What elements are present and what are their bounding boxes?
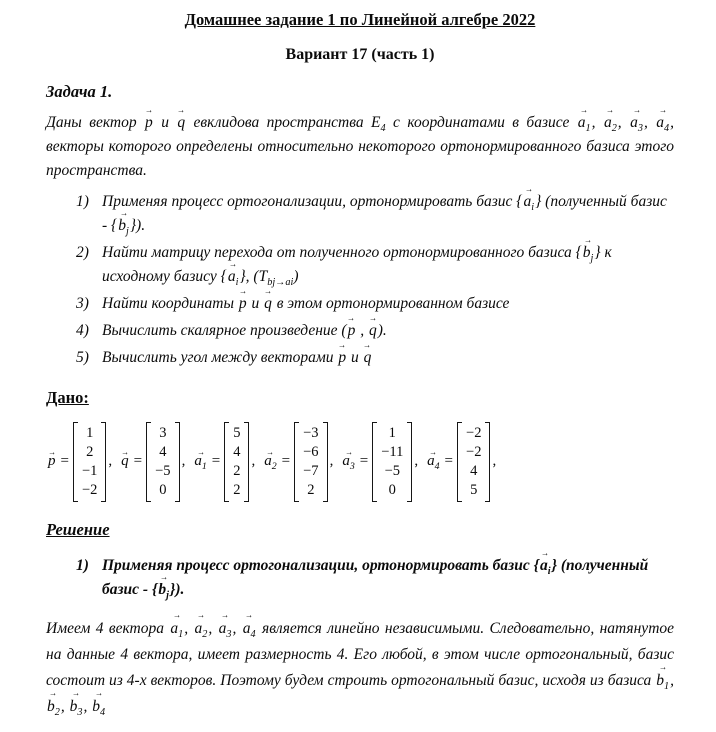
vector-symbol: q → — [368, 319, 378, 343]
text-segment: ). — [377, 322, 387, 340]
matrix-value: 3 — [159, 425, 167, 442]
vector-symbol: q → — [263, 292, 273, 316]
vector-symbol: $a_4$ → — [426, 453, 440, 470]
matrix-value: −1 — [81, 462, 98, 479]
matrix-value: −11 — [381, 444, 404, 460]
vector-symbol: $b_4$ → — [91, 694, 106, 720]
given-vectors — [46, 422, 674, 501]
text-segment: Применяя процесс ортогонализации, ортонормировать базис { — [102, 193, 523, 211]
matrix-value: 4 — [159, 444, 167, 460]
vector-symbol: $a_3$ → — [629, 111, 644, 135]
separator-comma: , — [108, 453, 113, 470]
matrix-value: −5 — [155, 462, 171, 479]
task-intro-paragraph — [46, 111, 674, 183]
vector-column-matrix — [224, 422, 249, 501]
matrix-value: −7 — [303, 462, 319, 479]
text-segment: , — [591, 114, 603, 131]
matrix-value: 2 — [307, 481, 315, 498]
vector-column-matrix — [73, 422, 106, 501]
vector-symbol: p → — [347, 319, 357, 343]
matrix-value: −2 — [466, 444, 482, 460]
equals-sign: = — [281, 453, 291, 470]
text-segment: , — [617, 114, 630, 131]
given-vector-a4 — [425, 422, 499, 501]
text-segment: , — [356, 322, 368, 340]
vector-symbol: $a_2$ → — [194, 616, 209, 642]
solution-paragraph — [46, 616, 674, 720]
text-segment: , — [232, 620, 242, 638]
matrix-value: −2 — [466, 425, 482, 442]
task-item-number: 4) — [76, 322, 89, 340]
solution-label: Решение — [46, 519, 110, 539]
text-segment: Найти матрицу перехода от полученного ортонормированного базиса { — [102, 244, 582, 262]
vector-column-matrix — [372, 422, 412, 501]
separator-comma: , — [329, 453, 334, 470]
vector-symbol: p → — [238, 292, 248, 316]
separator-comma: , — [251, 453, 256, 470]
vector-symbol: $a_i$ → — [523, 190, 536, 214]
matrix-value: 2 — [233, 462, 241, 479]
text-segment: } к исходному базису { — [102, 244, 612, 286]
task-item-text — [102, 319, 674, 343]
vector-symbol: $a_2$ → — [603, 111, 618, 135]
solution-step-number: 1) — [76, 556, 89, 574]
task-item-text — [102, 190, 674, 238]
text-segment: } (полученный базис - { — [102, 556, 649, 599]
equals-sign: = — [359, 453, 369, 470]
text-segment: с координатами в базисе — [385, 114, 577, 131]
separator-comma: , — [181, 453, 186, 470]
text-segment: в этом ортонормированном базисе — [272, 295, 510, 313]
vector-symbol: $a_i$ → — [539, 554, 552, 579]
matrix-values — [151, 422, 174, 501]
matrix-value: −6 — [303, 444, 319, 460]
text-segment: , — [670, 672, 674, 690]
given-vector-a3 — [340, 422, 421, 501]
matrix-values — [299, 422, 322, 501]
vector-symbol: $b_3$ → — [69, 694, 84, 720]
equals-sign: = — [133, 453, 143, 470]
vector-name — [426, 453, 440, 473]
text-segment: , — [208, 620, 218, 638]
text-segment: Вычислить угол между векторами — [102, 349, 338, 367]
text-segment: Имеем 4 вектора — [46, 620, 170, 638]
task-list-item — [76, 241, 674, 289]
matrix-value: 4 — [233, 444, 241, 460]
vector-name — [193, 453, 207, 473]
text-segment: Применяя процесс ортогонализации, ортонормировать базис { — [102, 556, 539, 574]
vector-symbol: $b_1$ → — [655, 668, 670, 694]
task-item-number: 3) — [76, 295, 89, 313]
matrix-value: 4 — [470, 462, 478, 479]
text-segment: , — [184, 620, 194, 638]
vector-symbol: $a_1$ → — [193, 453, 207, 470]
text-segment: и — [153, 114, 177, 131]
matrix-value: 2 — [86, 444, 94, 460]
task-item-number: 2) — [76, 244, 89, 262]
vector-name — [263, 453, 277, 473]
variant-heading: Вариант 17 (часть 1) — [285, 46, 435, 63]
task-list — [76, 190, 674, 370]
vector-symbol: $a_i$ → — [227, 265, 240, 289]
text-segment: является линейно независимыми. Следовательно, натянутое на данные 4 вектора, имеет размерность 4. Его любой, в этом числе ортогональный, базис состоит из 4-х векторов. Поэтому будем строить ортогональный базис, исходя из базиса — [46, 620, 675, 690]
document-title-text: Домашнее задание 1 по Линейной алгебре 2022 — [184, 10, 536, 29]
vector-name — [341, 453, 355, 473]
text-segment: ) — [293, 268, 299, 286]
task-list-item — [76, 190, 674, 238]
vector-symbol: $a_4$ → — [655, 111, 670, 135]
matrix-value: 1 — [388, 425, 396, 442]
equals-sign: = — [60, 453, 69, 470]
equals-sign: = — [444, 453, 454, 470]
vector-symbol: $a_2$ → — [263, 453, 277, 470]
task-item-text — [102, 346, 674, 370]
task-list-item — [76, 346, 674, 370]
vector-symbol: $a_1$ → — [577, 111, 592, 135]
vector-symbol: $a_3$ → — [341, 453, 355, 470]
text-segment: евклидова пространства E — [186, 114, 381, 131]
text-segment: } (полученный базис - { — [102, 193, 667, 235]
given-vector-p — [46, 422, 115, 501]
vector-column-matrix — [457, 422, 490, 501]
vector-symbol: q → — [120, 453, 130, 470]
text-segment: Найти координаты — [102, 295, 238, 313]
vector-symbol: $a_1$ → — [169, 616, 184, 642]
text-segment: }). — [129, 217, 146, 235]
document-title — [46, 10, 674, 30]
vector-symbol: $b_2$ → — [46, 694, 61, 720]
matrix-value: −3 — [303, 425, 319, 442]
text-segment: }). — [169, 581, 185, 599]
vector-symbol: p → — [47, 453, 57, 470]
matrix-values — [78, 422, 101, 501]
matrix-value: 5 — [470, 481, 478, 498]
given-vector-q — [119, 422, 188, 501]
task-list-item — [76, 319, 674, 343]
equals-sign: = — [211, 453, 221, 470]
separator-comma: , — [492, 453, 497, 470]
given-vector-a1 — [192, 422, 258, 501]
text-segment: }, (T — [239, 268, 268, 286]
text-segment: и — [347, 349, 363, 367]
vector-symbol: q → — [176, 111, 186, 135]
matrix-value: −5 — [384, 462, 400, 479]
solution-step-text — [102, 554, 674, 604]
text-segment: , — [83, 698, 92, 716]
vector-column-matrix — [294, 422, 327, 501]
text-segment: Вычислить скалярное произведение ( — [102, 322, 347, 340]
vector-name — [47, 453, 57, 470]
vector-symbol: $a_4$ → — [242, 616, 257, 642]
text-segment: и — [247, 295, 264, 313]
vector-column-matrix — [146, 422, 179, 501]
vector-symbol: p → — [144, 111, 154, 135]
text-segment: , — [643, 114, 656, 131]
text-segment: , — [60, 698, 69, 716]
vector-symbol: $b_j$ → — [157, 578, 170, 603]
given-vector-a2 — [262, 422, 336, 501]
matrix-values — [229, 422, 244, 501]
matrix-value: −2 — [81, 481, 98, 498]
text-segment: , векторы которого определены относительно некоторого ортонормированного базиса этого пространства. — [46, 114, 675, 180]
solution-step-heading — [76, 554, 674, 604]
separator-comma: , — [414, 453, 419, 470]
subscript-text: 4 — [380, 123, 386, 135]
matrix-value: 1 — [86, 425, 94, 442]
task-label: Задача 1. — [46, 82, 113, 101]
task-item-number: 5) — [76, 349, 89, 367]
vector-name — [120, 453, 130, 470]
vector-symbol: $b_j$ → — [117, 214, 130, 238]
task-item-text — [102, 292, 674, 316]
matrix-value: 5 — [233, 425, 241, 442]
vector-symbol: p → — [337, 346, 347, 370]
matrix-values — [462, 422, 485, 501]
subscript-text: bj→ai — [267, 277, 294, 289]
text-segment: Даны вектор — [46, 114, 145, 131]
vector-symbol: q → — [363, 346, 373, 370]
vector-symbol: $a_3$ → — [218, 616, 233, 642]
matrix-value: 0 — [388, 481, 396, 498]
task-item-text — [102, 241, 674, 289]
task-item-number: 1) — [76, 193, 89, 211]
matrix-value: 2 — [233, 481, 241, 498]
vector-symbol: $b_j$ → — [582, 241, 595, 265]
matrix-values — [377, 422, 407, 501]
given-label: Дано: — [46, 388, 89, 408]
matrix-value: 0 — [159, 481, 167, 498]
